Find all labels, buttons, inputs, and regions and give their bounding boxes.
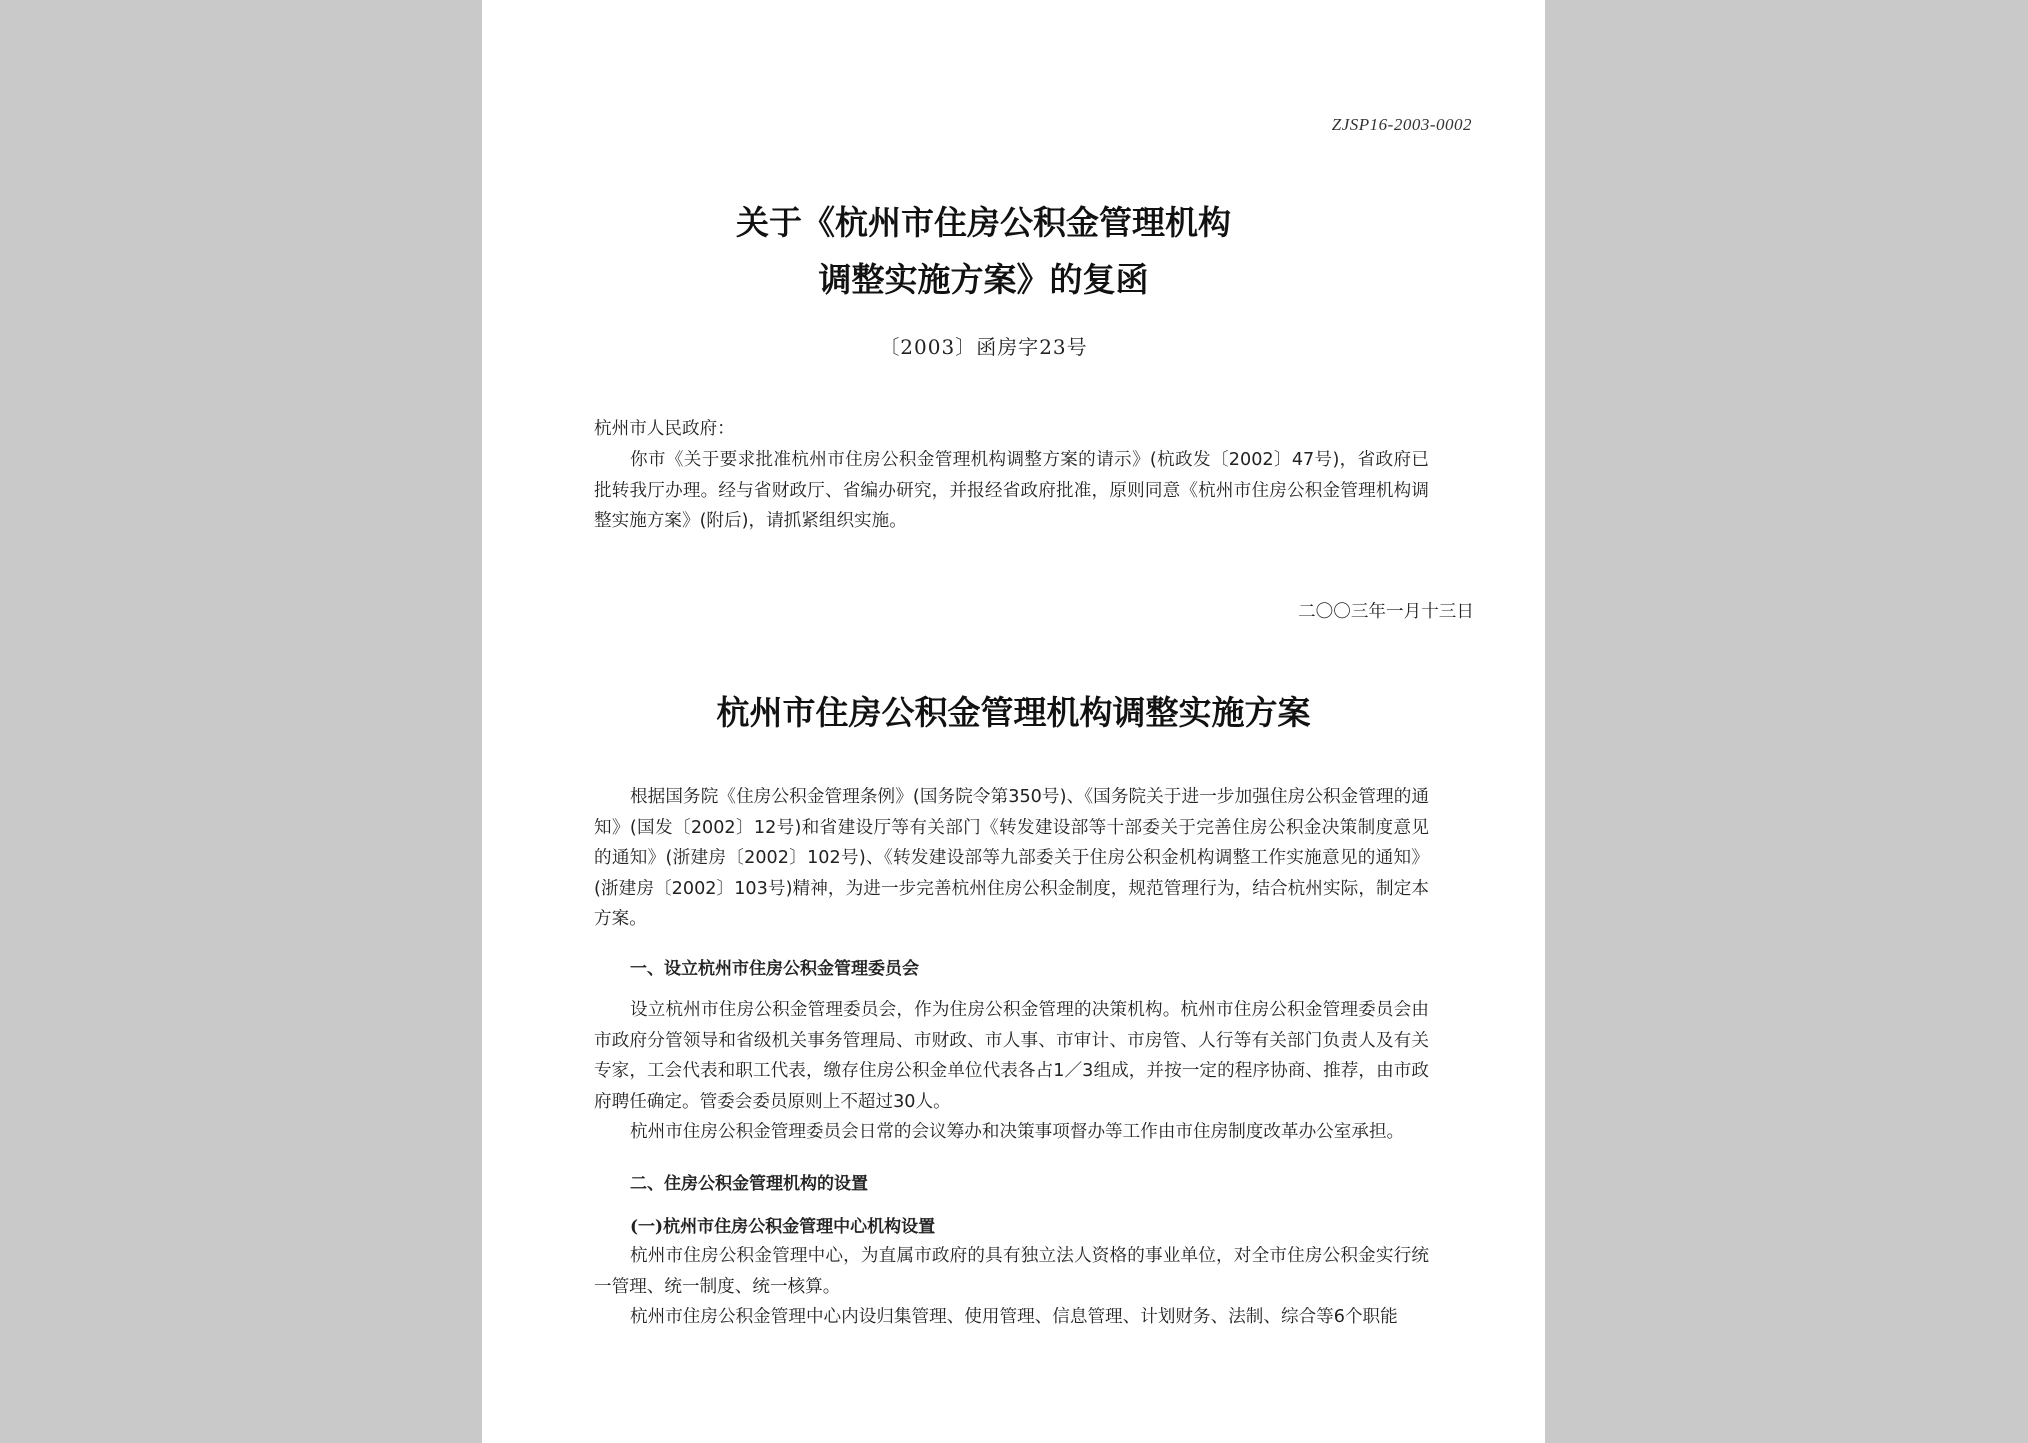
reply-paragraph: 你市《关于要求批准杭州市住房公积金管理机构调整方案的请示》(杭政发〔2002〕47号)，省政府已批转我厅办理。经与省财政厅、省编办研究，并报经省政府批准，原则同意《杭州市住房公积金管理机构调整实施方案》(附后)，请抓紧组织实施。 — [594, 450, 1429, 531]
section-1-heading: 一、设立杭州市住房公积金管理委员会 — [630, 959, 919, 979]
issue-date: 二〇〇三年一月十三日 — [1298, 602, 1474, 622]
section-2-subheading-1: (一)杭州市住房公积金管理中心机构设置 — [630, 1217, 936, 1237]
reply-title-line-1: 关于《杭州市住房公积金管理机构 — [736, 203, 1231, 242]
addressee: 杭州市人民政府： — [594, 419, 735, 439]
document-page — [482, 0, 1545, 1443]
plan-title: 杭州市住房公积金管理机构调整实施方案 — [716, 693, 1311, 732]
document-number: 〔2003〕函房字23号 — [879, 335, 1088, 359]
section-2-paragraph-2: 杭州市住房公积金管理中心内设归集管理、使用管理、信息管理、计划财务、法制、综合等6个职能 — [630, 1307, 1398, 1327]
section-2-heading: 二、住房公积金管理机构的设置 — [630, 1174, 868, 1194]
section-1-paragraph-2: 杭州市住房公积金管理委员会日常的会议筹办和决策事项督办等工作由市住房制度改革办公室承担。 — [630, 1122, 1405, 1142]
intro-paragraph: 根据国务院《住房公积金管理条例》(国务院令第350号)、《国务院关于进一步加强住房公积金管理的通知》(国发〔2002〕12号)和省建设厅等有关部门《转发建设部等十部委关于完善住房公积金决策制度意见的通知》(浙建房〔2002〕102号)、《转发建设部等九部委关于住房公积金机构调整工作实施意见的通知》(浙建房〔2002〕103号)精神，为进一步完善杭州住房公积金制度，规范管理行为，结合杭州实际，制定本方案。 — [594, 787, 1429, 929]
section-2-paragraph-1: 杭州市住房公积金管理中心，为直属市政府的具有独立法人资格的事业单位，对全市住房公积金实行统一管理、统一制度、统一核算。 — [594, 1246, 1429, 1297]
reply-title-line-2: 调整实施方案》的复函 — [818, 260, 1149, 299]
document-code: ZJSP16-2003-0002 — [1331, 115, 1472, 134]
section-1-paragraph-1: 设立杭州市住房公积金管理委员会，作为住房公积金管理的决策机构。杭州市住房公积金管理委员会由市政府分管领导和省级机关事务管理局、市财政、市人事、市审计、市房管、人行等有关部门负责人及有关专家，工会代表和职工代表，缴存住房公积金单位代表各占1／3组成，并按一定的程序协商、推荐，由市政府聘任确定。管委会委员原则上不超过30人。 — [594, 1000, 1429, 1112]
